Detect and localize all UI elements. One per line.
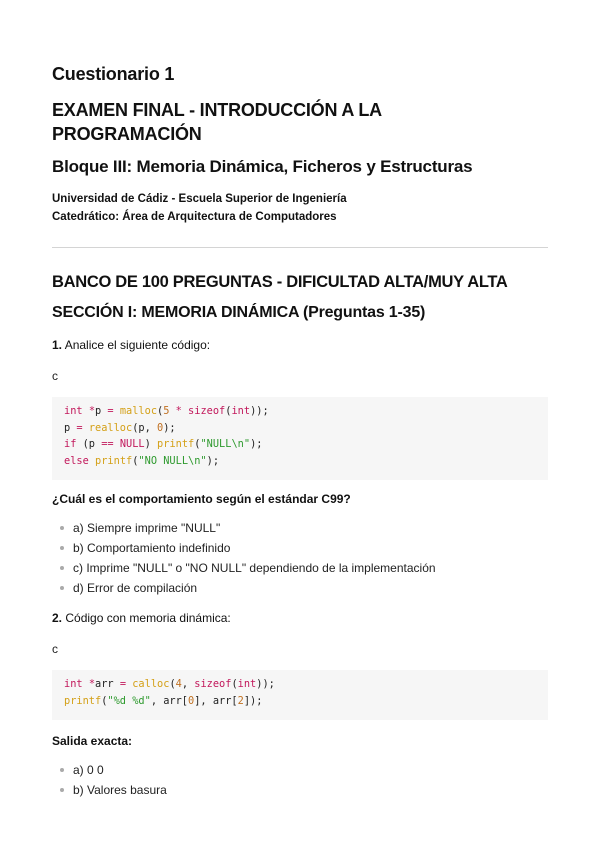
divider [52,247,548,248]
question-1-options [58,518,436,598]
question-number: 2. [52,611,63,625]
question-2-text: Salida exacta: [52,734,133,748]
section-title: SECCIÓN I: MEMORIA DINÁMICA (Preguntas 1-35) [52,304,426,321]
code-line: int *arr = calloc(4, sizeof(int)); [64,678,275,690]
code-line: int *p = malloc(5 * sizeof(int)); [64,405,269,417]
option-item: a) Siempre imprime "NULL" [58,518,436,538]
option-item: b) Valores basura [58,780,167,800]
question-1-intro [52,338,210,352]
code-language-label: c [52,642,58,656]
question-number: 1. [52,338,63,352]
option-item: a) 0 0 [58,760,167,780]
code-line: else printf("NO NULL\n"); [64,454,220,467]
code-block-2 [52,670,548,720]
quiz-title: Cuestionario 1 [52,64,175,84]
institution-info [52,190,347,226]
question-intro-text: Código con memoria dinámica: [65,611,231,625]
question-bank-title: BANCO DE 100 PREGUNTAS - DIFICULTAD ALTA/MUY ALTA [52,273,508,291]
chair-line: Catedrático: Área de Arquitectura de Computadores [52,211,337,223]
bullet-icon [60,546,64,550]
question-1-text: ¿Cuál es el comportamiento según el estándar C99? [52,492,351,506]
bullet-icon [60,768,64,772]
bullet-icon [60,566,64,570]
question-intro-text: Analice el siguiente código: [64,338,211,352]
bullet-icon [60,526,64,530]
code-line: p = realloc(p, 0); [64,421,176,434]
block-title: Bloque III: Memoria Dinámica, Ficheros y Estructuras [52,157,473,176]
bullet-icon [60,586,64,590]
question-2-options [58,760,167,800]
code-block-1 [52,397,548,480]
option-item: d) Error de compilación [58,578,436,598]
exam-title: EXAMEN FINAL - INTRODUCCIÓN A LA PROGRAMACIÓN [52,100,382,144]
bullet-icon [60,788,64,792]
code-line: printf("%d %d", arr[0], arr[2]); [64,694,263,707]
university-line: Universidad de Cádiz - Escuela Superior de Ingeniería [52,193,347,205]
code-line: if (p == NULL) printf("NULL\n"); [64,438,263,450]
option-item: b) Comportamiento indefinido [58,538,436,558]
code-language-label: c [52,369,58,383]
option-item: c) Imprime "NULL" o "NO NULL" dependiendo de la implementación [58,558,436,578]
question-2-intro [52,611,231,625]
